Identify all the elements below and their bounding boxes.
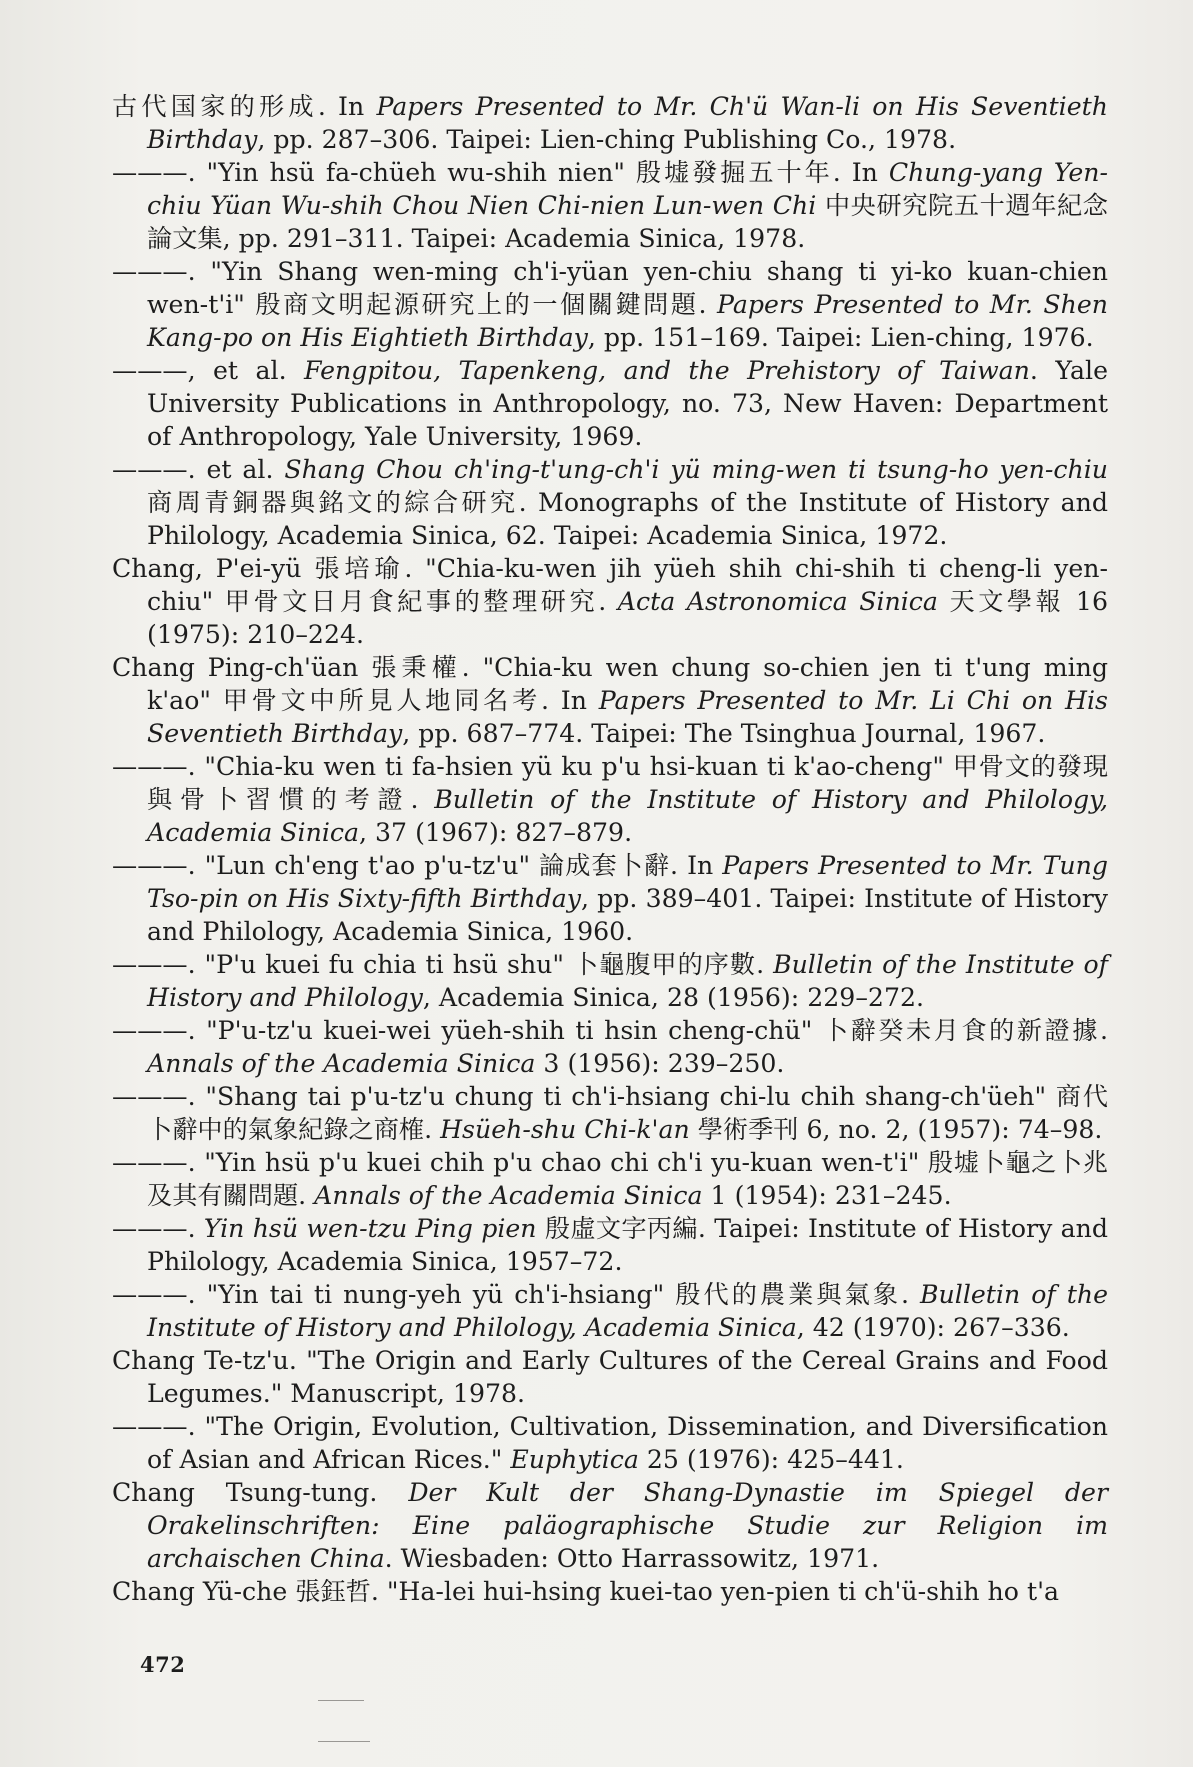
bibliography-entry (112, 1278, 1108, 1344)
scan-mark (318, 1741, 370, 1742)
entry-text: 學術季刊 6, no. 2, (1957): 74–98. (689, 1115, 1103, 1144)
entry-title-italic: Papers Presented to Mr. Li Chi on His Seventieth Birthday (147, 686, 1108, 748)
entry-text: ———. "Yin hsü fa-chüeh wu-shih nien" 殷墟發掘五十年. In (112, 158, 889, 187)
entry-text: 25 (1976): 425–441. (638, 1445, 904, 1474)
scan-mark (318, 1700, 364, 1701)
entry-text: ———. "P'u-tz'u kuei-wei yüeh-shih ti hsin cheng-chü" 卜辭癸未月食的新證據. (112, 1016, 1108, 1045)
entry-title-italic: Annals of the Academia Sinica (147, 1049, 536, 1078)
bibliography-entry (112, 1212, 1108, 1278)
entry-text: ———. "Yin hsü p'u kuei chih p'u chao chi ch'i yu-kuan wen-t'i" 殷墟卜龜之卜兆及其有關問題. (112, 1148, 1108, 1210)
entry-title-italic: Euphytica (510, 1445, 639, 1474)
entry-text: Chang, P'ei-yü 張培瑜. "Chia-ku-wen jih yüeh shih chi-shih ti cheng-li yen-chiu" 甲骨文日月食紀事的整理研究. (112, 554, 1108, 616)
bibliography-entry (112, 1344, 1108, 1410)
bibliography-entry (112, 453, 1108, 552)
entry-text: 古代国家的形成. In (112, 92, 377, 121)
entry-text: Chang Te-tz'u. "The Origin and Early Cultures of the Cereal Grains and Food Legumes." Manuscript, 1978. (112, 1346, 1108, 1408)
bibliography-entry (112, 552, 1108, 651)
entry-title-italic: Annals of the Academia Sinica (314, 1181, 703, 1210)
entry-text: ———. "Shang tai p'u-tz'u chung ti ch'i-hsiang chi-lu chih shang-ch'üeh" 商代卜辭中的氣象紀錄之商榷. (112, 1082, 1108, 1144)
entry-text: ———, et al. (112, 356, 305, 385)
entry-text: 3 (1956): 239–250. (535, 1049, 785, 1078)
entry-text: ———. et al. (112, 455, 285, 484)
bibliography-entry (112, 255, 1108, 354)
entry-text: ———. "Lun ch'eng t'ao p'u-tz'u" 論成套卜辭. In (112, 851, 723, 880)
entry-text: , pp. 151–169. Taipei: Lien-ching, 1976. (587, 323, 1094, 352)
entry-text: ———. "Yin Shang wen-ming ch'i-yüan yen-chiu shang ti yi-ko kuan-chien wen-t'i" 殷商文明起源研究上的一個關鍵問題. (112, 257, 1108, 319)
entry-title-italic: Yin hsü wen-tzu Ping pien (203, 1214, 537, 1243)
entry-text: ———. (112, 1214, 204, 1243)
entry-text: 天文學報 16 (1975): 210–224. (147, 587, 1108, 649)
entry-text: 殷虛文字丙編. Taipei: Institute of History and Philology, Academia Sinica, 1957–72. (147, 1214, 1109, 1276)
entry-title-italic: Hsüeh-shu Chi-k'an (440, 1115, 690, 1144)
bibliography-entry (112, 354, 1108, 453)
entry-title-italic: Bulletin of the Institute of History and Philology, Academia Sinica (147, 785, 1108, 847)
entry-text: ———. "Yin tai ti nung-yeh yü ch'i-hsiang" 殷代的農業與氣象. (112, 1280, 921, 1309)
page-number: 472 (140, 1652, 186, 1677)
entry-title-italic: Papers Presented to Mr. Shen Kang-po on His Eightieth Birthday (147, 290, 1108, 352)
bibliography-entry (112, 1575, 1108, 1608)
entry-title-italic: Der Kult der Shang-Dynastie im Spiegel der Orakelinschriften: Eine paläographische Studie zur Religion im archaischen China (147, 1478, 1108, 1573)
entry-text: 1 (1954): 231–245. (702, 1181, 952, 1210)
entry-text: , pp. 287–306. Taipei: Lien-ching Publishing Co., 1978. (257, 125, 957, 154)
entry-title-italic: Acta Astronomica Sinica (617, 587, 938, 616)
entry-text: Chang Yü-che 張鈺哲. "Ha-lei hui-hsing kuei-tao yen-pien ti ch'ü-shih ho t'a (112, 1577, 1060, 1606)
bibliography-entry (112, 651, 1108, 750)
entry-title-italic: Shang Chou ch'ing-t'ung-ch'i yü ming-wen ti tsung-ho yen-chiu (284, 455, 1108, 484)
entry-text: 商周青銅器與銘文的綜合研究. Monographs of the Institute of History and Philology, Academia Sinica, 62. Taipei: Academia Sinica, 1972. (147, 488, 1108, 550)
bibliography-entry (112, 1410, 1108, 1476)
entry-text: . Wiesbaden: Otto Harrassowitz, 1971. (384, 1544, 880, 1573)
bibliography-entry (112, 750, 1108, 849)
entry-text: . Yale University Publications in Anthropology, no. 73, New Haven: Department of Anthropology, Yale University, 1969. (147, 356, 1108, 451)
entry-text: ———. "Chia-ku wen ti fa-hsien yü ku p'u hsi-kuan ti k'ao-cheng" 甲骨文的發現與骨卜習慣的考證. (112, 752, 1108, 814)
entry-text: , 42 (1970): 267–336. (796, 1313, 1070, 1342)
bibliography-entry (112, 156, 1108, 255)
bibliography-entry (112, 90, 1108, 156)
entry-title-italic: Bulletin of the Institute of History and Philology, Academia Sinica (147, 1280, 1108, 1342)
entry-text: , Academia Sinica, 28 (1956): 229–272. (422, 983, 924, 1012)
bibliography-entry (112, 1014, 1108, 1080)
entry-text: Chang Tsung-tung. (112, 1478, 409, 1507)
bibliography-entry (112, 1146, 1108, 1212)
entry-title-italic: Chung-yang Yen-chiu Yüan Wu-shih Chou Nien Chi-nien Lun-wen Chi (147, 158, 1108, 220)
entry-text: 中央研究院五十週年紀念論文集, pp. 291–311. Taipei: Academia Sinica, 1978. (147, 191, 1108, 253)
entry-text: ———. "P'u kuei fu chia ti hsü shu" 卜龜腹甲的序數. (112, 950, 774, 979)
entry-title-italic: Papers Presented to Mr. Tung Tso-pin on His Sixty-fifth Birthday (147, 851, 1108, 913)
bibliography-entry (112, 849, 1108, 948)
bibliography-list (112, 90, 1108, 1608)
entry-text: , 37 (1967): 827–879. (359, 818, 633, 847)
bibliography-entry (112, 1476, 1108, 1575)
entry-title-italic: Papers Presented to Mr. Ch'ü Wan-li on His Seventieth Birthday (147, 92, 1108, 154)
entry-text: Chang Ping-ch'üan 張秉權. "Chia-ku wen chung so-chien jen ti t'ung ming k'ao" 甲骨文中所見人地同名考. In (112, 653, 1108, 715)
bibliography-entry (112, 1080, 1108, 1146)
entry-text: , pp. 687–774. Taipei: The Tsinghua Journal, 1967. (402, 719, 1046, 748)
bibliography-entry (112, 948, 1108, 1014)
entry-title-italic: Bulletin of the Institute of History and Philology (147, 950, 1108, 1012)
entry-title-italic: Fengpitou, Tapenkeng, and the Prehistory of Taiwan (304, 356, 1030, 385)
entry-text: ———. "The Origin, Evolution, Cultivation, Dissemination, and Diversification of Asian and African Rices." (112, 1412, 1108, 1474)
entry-text: , pp. 389–401. Taipei: Institute of History and Philology, Academia Sinica, 1960. (147, 884, 1108, 946)
